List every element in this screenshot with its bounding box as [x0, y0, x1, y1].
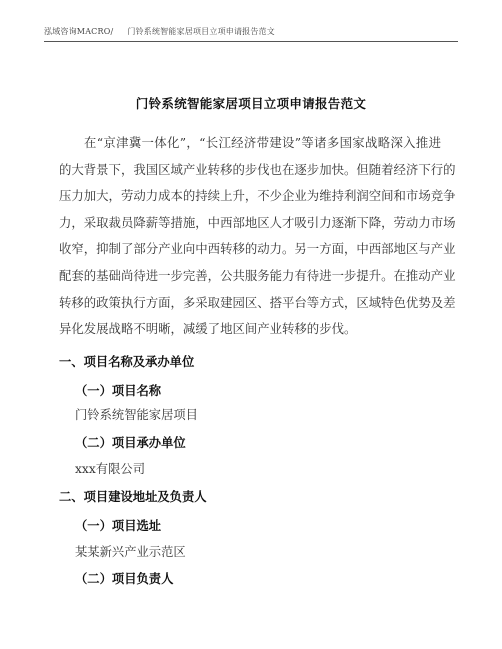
intro-paragraph — [59, 130, 456, 343]
paragraph-line: 配套的基础尚待进一步完善，公共服务能力有待进一步提升。在推动产业 — [59, 267, 456, 283]
paragraph-line: 转移的政策执行方面，多采取建园区、搭平台等方式，区域特色优势及差 — [59, 294, 456, 310]
paragraph-line: 在“京津冀一体化”，“长江经济带建设”等诸多国家战略深入推进 — [84, 135, 441, 150]
paragraph-line: 的大背景下，我国区域产业转移的步伐也在逐步加快。但随着经济下行的 — [59, 161, 456, 177]
organizer-value: xxx有限公司 — [75, 462, 145, 476]
subsection-heading-site: （一）项目选址 — [75, 519, 162, 533]
page-header — [44, 26, 275, 37]
paragraph-line: 压力加大，劳动力成本的持续上升，不少企业为维持利润空间和市场竞争 — [59, 188, 456, 204]
header-source: 泓域咨询MACRO/ — [44, 27, 114, 36]
subsection-heading-project-name: （一）项目名称 — [75, 384, 162, 398]
paragraph-line: 异化发展战略不明晰，减缓了地区间产业转移的步伐。 — [59, 321, 357, 337]
subsection-heading-organizer: （二）项目承办单位 — [75, 436, 186, 450]
section-heading-project-name: 一、项目名称及承办单位 — [59, 355, 195, 369]
paragraph-line: 力，采取裁员降薪等措施，中西部地区人才吸引力逐渐下降，劳动力市场 — [59, 214, 456, 230]
section-heading-location: 二、项目建设地址及负责人 — [59, 490, 207, 504]
paragraph-line: 收窄，抑制了部分产业向中西转移的动力。另一方面，中西部地区与产业 — [59, 241, 456, 257]
project-name-value: 门铃系统智能家居项目 — [75, 408, 198, 422]
site-value: 某某新兴产业示范区 — [75, 545, 186, 559]
header-doc-title: 门铃系统智能家居项目立项申请报告范文 — [127, 27, 275, 36]
subsection-heading-manager: （二）项目负责人 — [75, 572, 174, 586]
header-divider — [44, 41, 458, 42]
document-title: 门铃系统智能家居项目立项申请报告范文 — [135, 96, 367, 111]
